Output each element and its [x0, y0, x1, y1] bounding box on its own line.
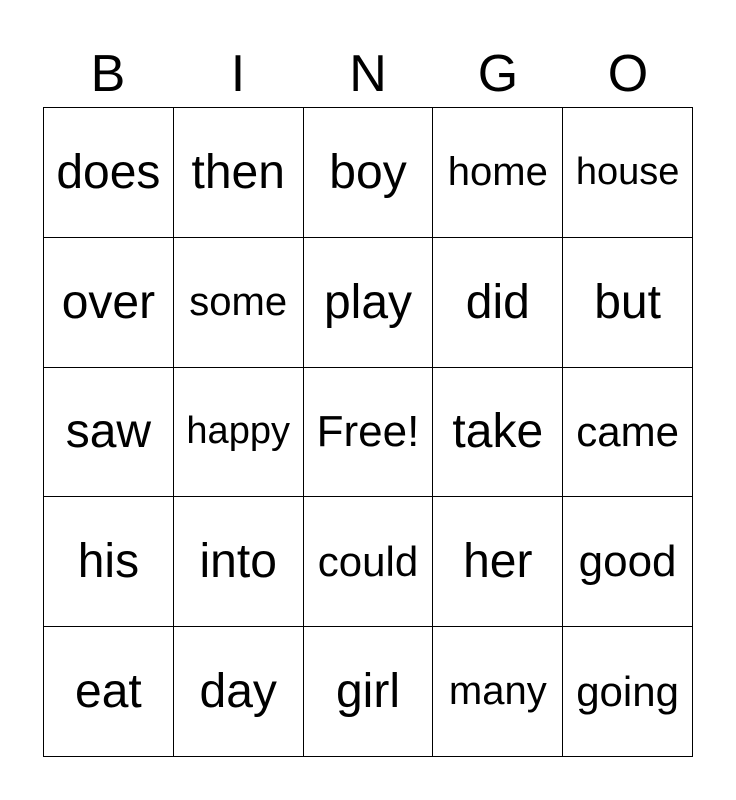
bingo-cell: then	[174, 108, 304, 238]
bingo-cell: over	[44, 238, 174, 368]
bingo-cell: some	[174, 238, 304, 368]
bingo-cell: home	[433, 108, 563, 238]
bingo-cell: play	[304, 238, 434, 368]
bingo-cell: going	[563, 627, 693, 757]
bingo-cell: into	[174, 497, 304, 627]
header-letter-i: I	[230, 45, 246, 103]
header-letter-o: O	[607, 45, 649, 103]
bingo-cell: happy	[174, 368, 304, 498]
bingo-cell-free: Free!	[304, 368, 434, 498]
bingo-cell: her	[433, 497, 563, 627]
bingo-cell: house	[563, 108, 693, 238]
bingo-cell: good	[563, 497, 693, 627]
bingo-cell: day	[174, 627, 304, 757]
bingo-cell: but	[563, 238, 693, 368]
bingo-grid	[43, 107, 693, 757]
bingo-header	[43, 40, 693, 108]
bingo-cell: boy	[304, 108, 434, 238]
header-letter-n: N	[349, 45, 387, 103]
header-letter-b: B	[90, 45, 126, 103]
bingo-cell: eat	[44, 627, 174, 757]
bingo-cell: did	[433, 238, 563, 368]
bingo-cell: could	[304, 497, 434, 627]
bingo-cell: take	[433, 368, 563, 498]
bingo-cell: girl	[304, 627, 434, 757]
bingo-cell: does	[44, 108, 174, 238]
bingo-cell: many	[433, 627, 563, 757]
header-letter-g: G	[477, 45, 519, 103]
bingo-cell: his	[44, 497, 174, 627]
bingo-cell: came	[563, 368, 693, 498]
bingo-cell: saw	[44, 368, 174, 498]
